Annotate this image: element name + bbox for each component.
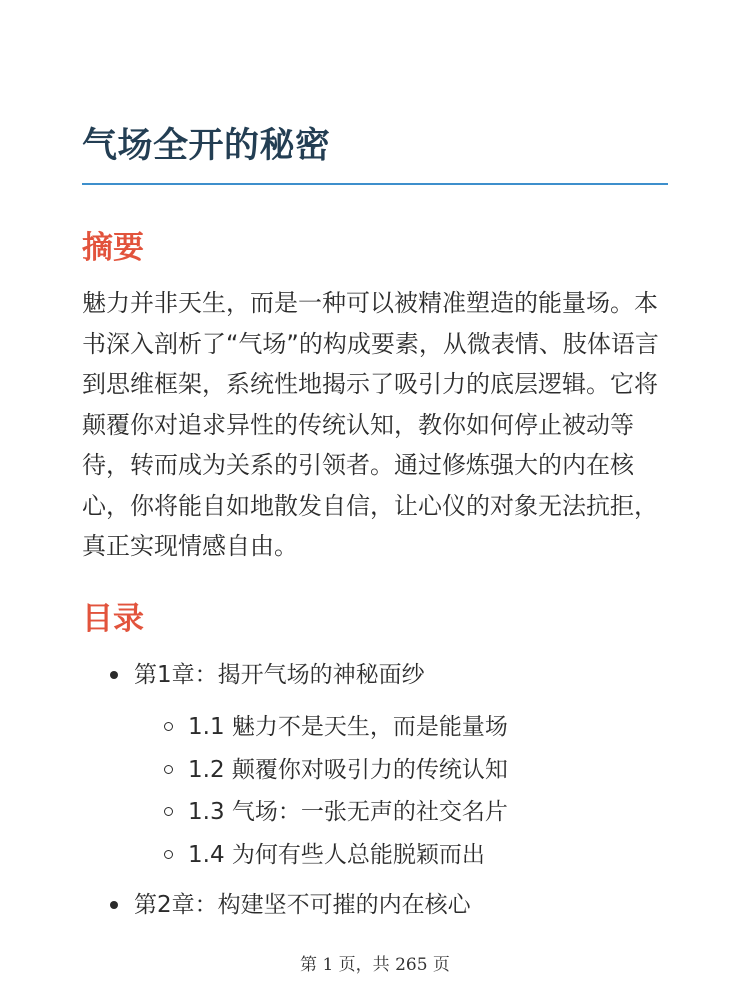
- bullet-circle-icon: [164, 722, 173, 731]
- toc-chapter-1[interactable]: [82, 654, 682, 876]
- toc-section-label: 1.1 魅力不是天生，而是能量场: [188, 714, 508, 740]
- toc-section-1-2[interactable]: [134, 749, 682, 792]
- toc-heading: 目录: [82, 601, 144, 637]
- toc-section-label: 1.4 为何有些人总能脱颖而出: [188, 841, 485, 868]
- bullet-circle-icon: [164, 765, 173, 774]
- page-number-footer: 第 1 页，共 265 页: [300, 955, 450, 975]
- toc-section-1-1[interactable]: [134, 706, 682, 749]
- toc-section-1-4[interactable]: [134, 834, 682, 877]
- toc-chapter-2[interactable]: [82, 884, 682, 926]
- abstract-body: 魅力并非天生，而是一种可以被精准塑造的能量场。本书深入剖析了“气场”的构成要素，从微表情、肢体语言到思维框架，系统性地揭示了吸引力的底层逻辑。它将颠覆你对追求异性的传统认知，教你如何停止被动等待，转而成为关系的引领者。通过修炼强大的内在核心，你将能自如地散发自信，让心仪的对象无法抗拒，真正实现情感自由。: [82, 289, 659, 560]
- toc-section-1-3[interactable]: [134, 791, 682, 834]
- table-of-contents: [82, 654, 682, 926]
- toc-chapter-label: 第1章：揭开气场的神秘面纱: [134, 662, 425, 688]
- document-title: 气场全开的秘密: [82, 126, 331, 166]
- bullet-circle-icon: [164, 850, 173, 859]
- bullet-circle-icon: [164, 807, 173, 816]
- bullet-disc-icon: [110, 671, 118, 679]
- bullet-disc-icon: [110, 901, 118, 909]
- toc-section-label: 1.3 气场：一张无声的社交名片: [188, 799, 508, 825]
- title-divider: [82, 183, 668, 185]
- toc-section-label: 1.2 颠覆你对吸引力的传统认知: [188, 756, 508, 783]
- toc-chapter-label: 第2章：构建坚不可摧的内在核心: [134, 892, 471, 918]
- abstract-heading: 摘要: [82, 230, 144, 266]
- toc-chapter-1-sections: [134, 706, 682, 876]
